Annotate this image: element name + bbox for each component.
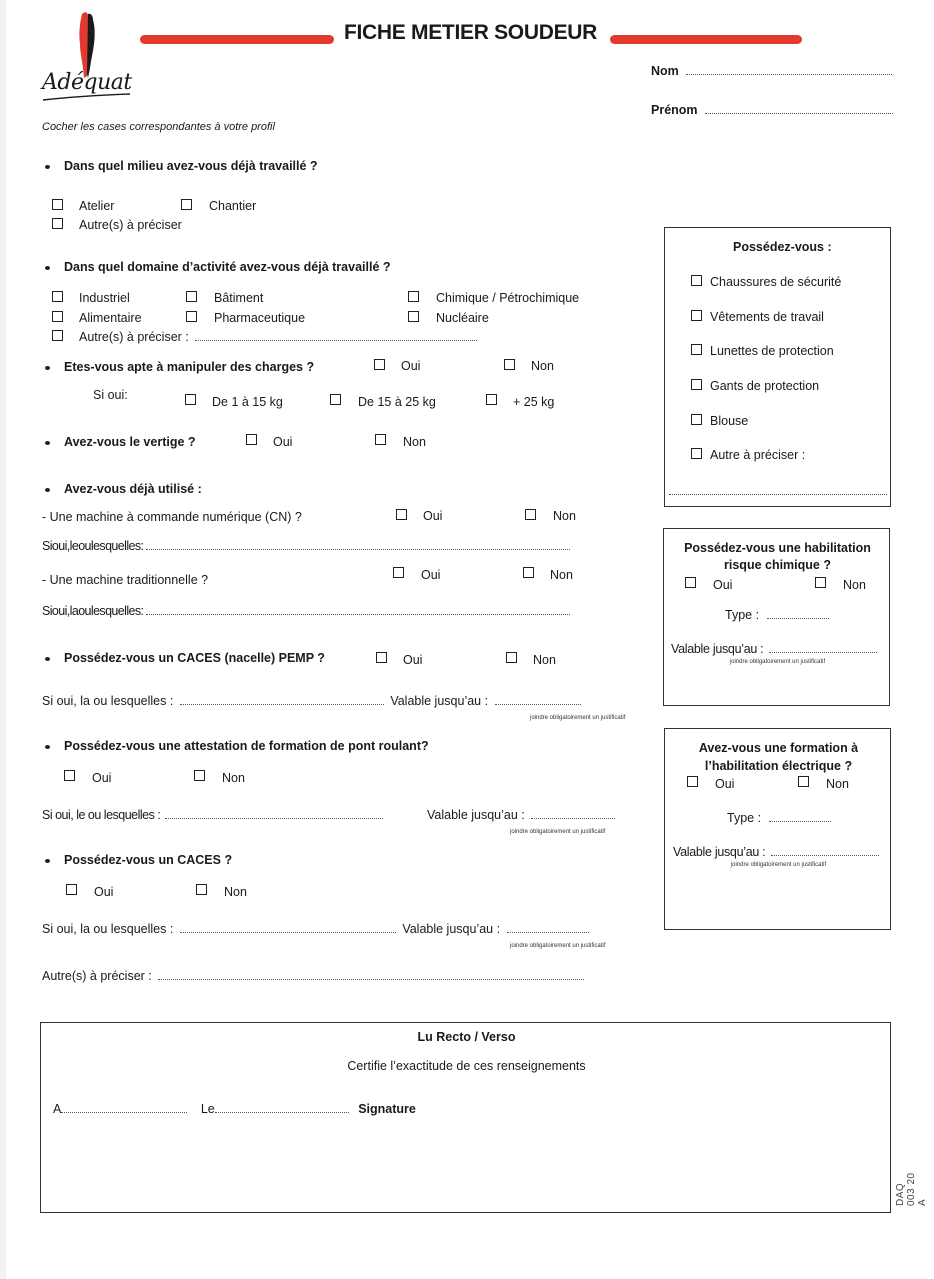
logo-text: Adéquat <box>42 70 132 95</box>
label-chimique-valable: Valable jusqu’au : <box>671 642 764 656</box>
label-cn-non: Non <box>553 509 576 523</box>
prenom-field[interactable] <box>651 103 893 117</box>
checkbox-pemp-non[interactable] <box>506 652 517 663</box>
checkbox-batiment[interactable] <box>186 291 197 302</box>
label-industriel: Industriel <box>79 291 130 305</box>
caces-detail-input[interactable] <box>180 922 396 933</box>
lieu-input[interactable] <box>61 1102 187 1113</box>
label-gants: Gants de protection <box>710 379 820 393</box>
checkbox-caces-non[interactable] <box>196 884 207 895</box>
label-machine-traditionnelle: - Une machine traditionnelle ? <box>42 573 209 587</box>
electrical-box <box>664 728 891 930</box>
pont-valable-input[interactable] <box>531 808 615 819</box>
bullet <box>45 657 50 661</box>
page-edge <box>0 0 6 1279</box>
label-pemp-detail: Si oui, la ou lesquelles : <box>42 694 174 708</box>
label-lunettes: Lunettes de protection <box>710 344 834 358</box>
label-pemp-non: Non <box>533 653 556 667</box>
label-trad-oui: Oui <box>421 568 441 582</box>
electrical-title-line2: l’habilitation électrique ? <box>704 759 853 773</box>
checkbox-pemp-oui[interactable] <box>376 652 387 663</box>
checkbox-equipement-autre[interactable] <box>691 448 702 459</box>
label-caces-oui: Oui <box>94 885 114 899</box>
chemical-type-field[interactable] <box>725 608 829 622</box>
pemp-justificatif-note: joindre obligatoirement un justificatif <box>530 715 626 721</box>
question-utilise: Avez-vous déjà utilisé : <box>64 482 202 496</box>
label-1-15kg: De 1 à 15 kg <box>212 395 283 409</box>
label-signature: Signature <box>358 1102 416 1116</box>
electrical-valable-field[interactable] <box>673 845 879 859</box>
checkbox-trad-non[interactable] <box>523 567 534 578</box>
label-pont-detail: Si oui, le ou lesquelles : <box>42 808 161 822</box>
label-electrique-type: Type : <box>727 811 762 825</box>
autres-input[interactable] <box>158 969 584 980</box>
equipment-title: Possédez-vous : <box>733 240 832 254</box>
chemical-valable-field[interactable] <box>671 642 877 656</box>
label-pont-non: Non <box>222 771 245 785</box>
pont-justificatif-note: joindre obligatoirement un justificatif <box>510 829 606 835</box>
checkbox-chimique-oui[interactable] <box>685 577 696 588</box>
label-alimentaire: Alimentaire <box>79 311 142 325</box>
checkbox-cn-non[interactable] <box>525 509 536 520</box>
checkbox-chaussures[interactable] <box>691 275 702 286</box>
label-vetements: Vêtements de travail <box>710 310 824 324</box>
signature-box <box>40 1022 891 1213</box>
label-autres: Autre(s) à préciser : <box>42 969 152 983</box>
label-cn-oui: Oui <box>423 509 443 523</box>
date-input[interactable] <box>215 1102 349 1113</box>
label-cn-detail: Sioui,leoulesquelles: <box>42 539 144 553</box>
instruction-text: Cocher les cases correspondantes à votre profil <box>42 121 275 133</box>
title-bar-left <box>140 35 334 44</box>
bullet <box>45 745 50 749</box>
checkbox-plus-25kg[interactable] <box>486 394 497 405</box>
checkbox-industriel[interactable] <box>52 291 63 302</box>
checkbox-alimentaire[interactable] <box>52 311 63 322</box>
chimique-valable-input[interactable] <box>769 642 877 653</box>
pont-detail-field[interactable] <box>42 808 383 822</box>
checkbox-electrique-non[interactable] <box>798 776 809 787</box>
signature-area[interactable] <box>361 1123 881 1203</box>
label-vertige-non: Non <box>403 435 426 449</box>
prenom-input[interactable] <box>705 103 893 114</box>
label-pont-oui: Oui <box>92 771 112 785</box>
checkbox-nucleaire[interactable] <box>408 311 419 322</box>
page-title: FICHE METIER SOUDEUR <box>344 21 598 44</box>
checkbox-15-25kg[interactable] <box>330 394 341 405</box>
label-chimique: Chimique / Pétrochimique <box>436 291 580 305</box>
nom-input[interactable] <box>686 64 892 75</box>
checkbox-1-15kg[interactable] <box>185 394 196 405</box>
bullet <box>45 488 50 492</box>
label-trad-non: Non <box>550 568 573 582</box>
cn-detail-field[interactable] <box>42 539 570 553</box>
label-caces-non: Non <box>224 885 247 899</box>
nom-field[interactable] <box>651 64 892 78</box>
pemp-detail-field[interactable] <box>42 694 581 708</box>
label-batiment: Bâtiment <box>214 291 264 305</box>
bullet <box>45 366 50 370</box>
bullet <box>45 441 50 445</box>
checkbox-atelier[interactable] <box>52 199 63 210</box>
checkbox-blouse[interactable] <box>691 414 702 425</box>
chemical-box <box>663 528 890 706</box>
logo <box>38 8 138 108</box>
checkbox-electrique-oui[interactable] <box>687 776 698 787</box>
trad-detail-field[interactable] <box>42 604 570 618</box>
domaine-autre-field[interactable] <box>79 330 477 344</box>
equipement-autre-input[interactable] <box>669 494 887 495</box>
label-charges-non: Non <box>531 359 554 373</box>
chemical-title-line1: Possédez-vous une habilitation <box>684 541 871 555</box>
si-oui-label: Si oui: <box>93 388 128 402</box>
nom-label: Nom <box>651 64 679 78</box>
label-chaussures: Chaussures de sécurité <box>710 275 842 289</box>
prenom-label: Prénom <box>651 103 698 117</box>
checkbox-chantier[interactable] <box>181 199 192 210</box>
label-chimique-type: Type : <box>725 608 760 622</box>
chimique-justificatif-note: joindre obligatoirement un justificatif <box>729 659 826 665</box>
checkbox-pont-oui[interactable] <box>64 770 75 781</box>
label-chantier: Chantier <box>209 199 257 213</box>
equipment-box <box>664 227 891 507</box>
label-15-25kg: De 15 à 25 kg <box>358 395 436 409</box>
chemical-title-line2: risque chimique ? <box>724 558 831 572</box>
label-caces-detail: Si oui, la ou lesquelles : <box>42 922 174 936</box>
label-lieu: A <box>53 1102 62 1116</box>
checkbox-milieu-autre[interactable] <box>52 218 63 229</box>
document-code: DAQ 003 20 A <box>895 1172 928 1206</box>
label-electrique-valable: Valable jusqu’au : <box>673 845 766 859</box>
chimique-type-input[interactable] <box>767 608 829 619</box>
electrique-valable-input[interactable] <box>771 845 879 856</box>
electrique-type-input[interactable] <box>769 811 831 822</box>
electrical-type-field[interactable] <box>727 811 831 825</box>
label-equipement-autre: Autre à préciser : <box>710 448 806 462</box>
checkbox-caces-oui[interactable] <box>66 884 77 895</box>
checkbox-pont-non[interactable] <box>194 770 205 781</box>
pemp-valable-input[interactable] <box>495 694 581 705</box>
label-electrique-non: Non <box>826 777 849 791</box>
title-bar-right <box>610 35 802 44</box>
label-electrique-oui: Oui <box>715 777 735 791</box>
checkbox-charges-oui[interactable] <box>374 359 385 370</box>
checkbox-vetements[interactable] <box>691 310 702 321</box>
label-trad-detail: Sioui,laoulesquelles: <box>42 604 144 618</box>
label-blouse: Blouse <box>710 414 749 428</box>
checkbox-vertige-oui[interactable] <box>246 434 257 445</box>
label-milieu-autre: Autre(s) à préciser <box>79 218 182 232</box>
label-domaine-autre: Autre(s) à préciser : <box>79 330 189 344</box>
label-pharmaceutique: Pharmaceutique <box>214 311 306 325</box>
pemp-detail-input[interactable] <box>180 694 384 705</box>
label-chimique-non: Non <box>843 578 866 592</box>
caces-detail-field[interactable] <box>42 922 589 936</box>
checkbox-charges-non[interactable] <box>504 359 515 370</box>
cn-detail-input[interactable] <box>146 539 570 550</box>
trad-detail-input[interactable] <box>146 604 570 615</box>
domaine-autre-input[interactable] <box>195 330 477 341</box>
label-pont-valable: Valable jusqu’au : <box>427 808 525 822</box>
checkbox-chimique-non[interactable] <box>815 577 826 588</box>
certify-text: Certifie l’exactitude de ces renseignements <box>347 1059 586 1073</box>
checkbox-cn-oui[interactable] <box>396 509 407 520</box>
question-caces: Possédez-vous un CACES ? <box>64 853 233 867</box>
pont-detail-input[interactable] <box>165 808 383 819</box>
label-caces-valable: Valable jusqu’au : <box>402 922 501 936</box>
electrical-title-line1: Avez-vous une formation à <box>698 741 859 755</box>
bullet <box>45 165 50 169</box>
label-charges-oui: Oui <box>401 359 421 373</box>
question-caces-pemp: Possédez-vous un CACES (nacelle) PEMP ? <box>64 651 325 665</box>
electrique-justificatif-note: joindre obligatoirement un justificatif <box>730 862 827 868</box>
autres-field[interactable] <box>42 969 584 983</box>
pont-valable-field[interactable] <box>427 808 615 822</box>
bullet <box>45 266 50 270</box>
recto-verso-title: Lu Recto / Verso <box>417 1030 516 1044</box>
caces-justificatif-note: joindre obligatoirement un justificatif <box>510 943 606 949</box>
label-nucleaire: Nucléaire <box>436 311 489 325</box>
label-pemp-valable: Valable jusqu’au : <box>390 694 489 708</box>
question-charges: Etes-vous apte à manipuler des charges ? <box>64 360 315 374</box>
label-date: Le <box>200 1102 215 1116</box>
checkbox-gants[interactable] <box>691 379 702 390</box>
checkbox-chimique[interactable] <box>408 291 419 302</box>
label-chimique-oui: Oui <box>713 578 733 592</box>
checkbox-domaine-autre[interactable] <box>52 330 63 341</box>
bullet <box>45 859 50 863</box>
signature-line <box>53 1102 416 1116</box>
checkbox-trad-oui[interactable] <box>393 567 404 578</box>
label-plus-25kg: + 25 kg <box>513 395 555 409</box>
question-domaine: Dans quel domaine d’activité avez-vous déjà travaillé ? <box>64 260 391 274</box>
question-pont-roulant: Possédez-vous une attestation de formation de pont roulant? <box>64 739 429 753</box>
question-vertige: Avez-vous le vertige ? <box>64 435 196 449</box>
label-atelier: Atelier <box>79 199 115 213</box>
caces-valable-input[interactable] <box>507 922 589 933</box>
label-machine-cn: - Une machine à commande numérique (CN) ? <box>42 510 302 524</box>
label-pemp-oui: Oui <box>403 653 423 667</box>
label-vertige-oui: Oui <box>273 435 293 449</box>
checkbox-lunettes[interactable] <box>691 344 702 355</box>
question-milieu: Dans quel milieu avez-vous déjà travaillé ? <box>64 159 318 173</box>
checkbox-vertige-non[interactable] <box>375 434 386 445</box>
checkbox-pharmaceutique[interactable] <box>186 311 197 322</box>
